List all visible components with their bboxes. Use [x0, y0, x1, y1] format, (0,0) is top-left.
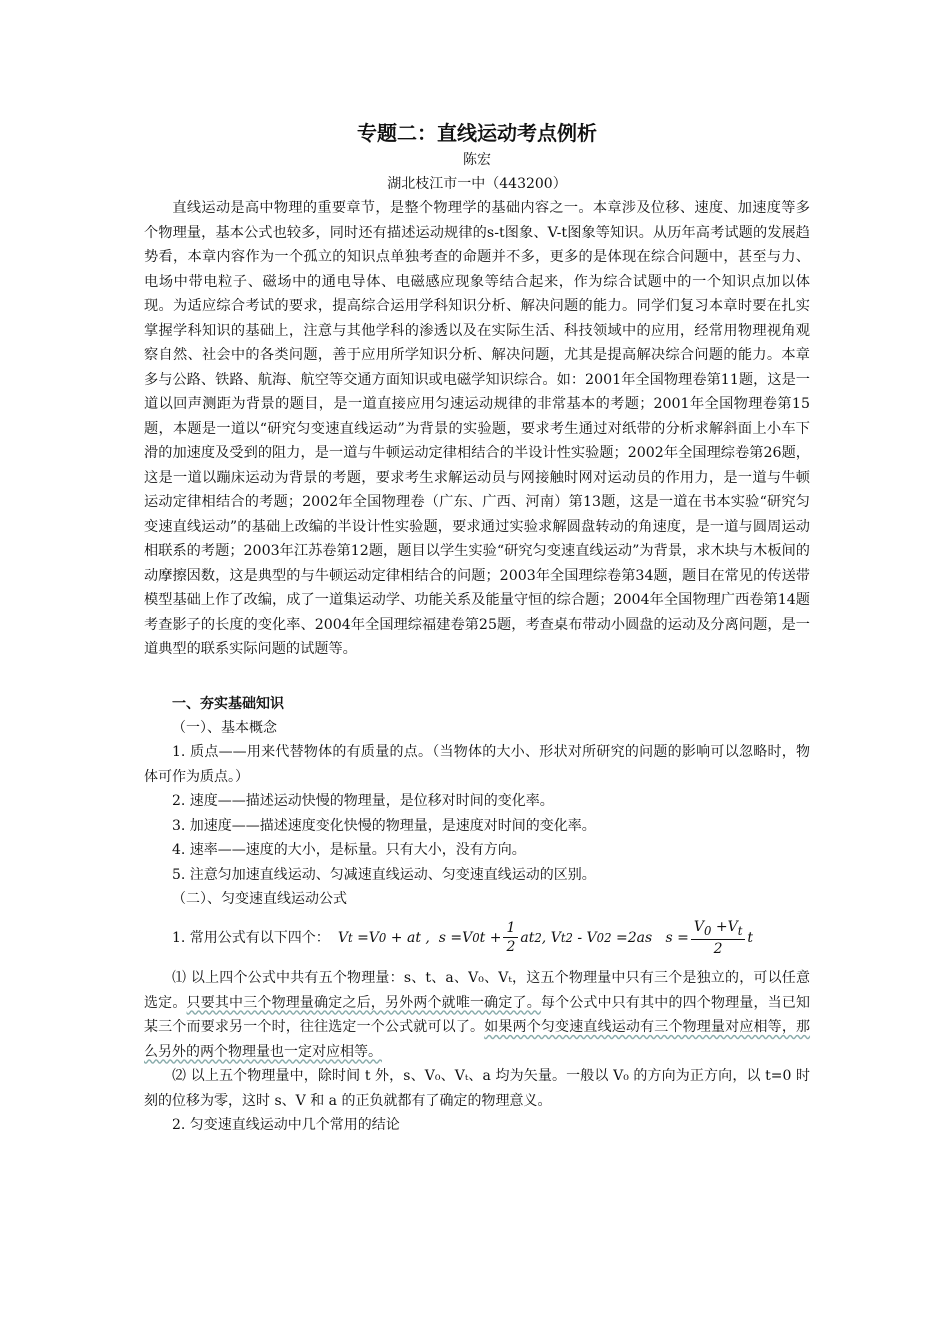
section-heading: 一、夯实基础知识 — [172, 695, 284, 712]
concept-item: 3. 加速度——描述速度变化快慢的物理量，是速度对时间的变化率。 — [172, 817, 596, 834]
concept-item: 4. 速率——速度的大小，是标量。只有大小，没有方向。 — [172, 842, 526, 858]
concept-item: 5. 注意匀加速直线运动、匀减速直线运动、匀变速直线运动的区别。 — [172, 866, 596, 883]
note-paragraph-2: ⑵ 以上五个物理量中，除时间 t 外，s、V₀、Vₜ、a 均为矢量。一般以 V₀ 的方向为正方向，以 t=0 时刻的位移为零，这时 s、V 和 a 的正负就都有了确定的物理意义。 — [144, 1068, 810, 1109]
note-text: 每个公式中只有其中的四个物理量，当已知某三个而要求另一个时，往往选定一个公式就可以了。 — [144, 994, 811, 1036]
conclusion-heading: 2. 匀变速直线运动中几个常用的结论 — [172, 1117, 400, 1134]
formula-line — [144, 918, 810, 959]
affiliation: 湖北枝江市一中（443200） — [387, 176, 567, 192]
note-text-underlined: 只要其中三个物理量确定之后，另外两个就唯一确定了。 — [186, 994, 541, 1011]
formula-intro: 1. 常用公式有以下四个： — [172, 929, 330, 946]
note-text: ⑴ 以上四个公式中共有五个物理量：s、t、a、V₀、Vₜ，这五个物理量中只有三个是独立的，可以任意选定。 — [144, 970, 810, 1011]
concept-item: 1. 质点——用来代替物体的有质量的点。（当物体的大小、形状对所研究的问题的影响可以忽略时，物体可作为质点。） — [144, 744, 810, 785]
concept-item: 2. 速度——描述运动快慢的物理量，是位移对时间的变化率。 — [172, 793, 554, 809]
author: 陈宏 — [463, 152, 491, 168]
kinematic-formulas: V t =V 0 + at , s =V 0 t + $\frac{1}{2}$ at 2 , V t 2 - V 0 2 =2as s = $\frac{V_0 +V_t}{2}$ t — [337, 918, 754, 958]
document-page — [144, 118, 810, 1138]
document-title: 专题二：直线运动考点例析 — [357, 121, 597, 145]
note-paragraph-1 — [144, 966, 810, 1064]
intro-paragraph: 直线运动是高中物理的重要章节，是整个物理学的基础内容之一。本章涉及位移、速度、加速度等多个物理量，基本公式也较多，同时还有描述运动规律的s-t图象、V-t图象等知识。从历年高考试题的发展趋势看，本章内容作为一个孤立的知识点单独考查的命题并不多，更多的是体现在综合问题中，甚至与力、电场中带电粒子、磁场中的通电导体、电磁感应现象等结合起来，作为综合试题中的一个知识点加以体现。为适应综合考试的要求，提高综合运用学科知识分析、解决问题的能力。同学们复习本章时要在扎实掌握学科知识的基础上，注意与其他学科的渗透以及在实际生活、科技领域中的应用，经常用物理视角观察自然、社会中的各类问题，善于应用所学知识分析、解决问题，尤其是提高解决综合问题的能力。本章多与公路、铁路、航海、航空等交通方面知识或电磁学知识综合。如：2001年全国物理卷第11题，这是一道以回声测距为背景的题目，是一道直接应用匀速运动规律的非常基本的考题；2001年全国物理卷第15题，本题是一道以“研究匀变速直线运动”为背景的实验题，要求考生通过对纸带的分析求解斜面上小车下滑的加速度及受到的阻力，是一道与牛顿运动定律相结合的半设计性实验题；2002年全国理综卷第26题，这是一道以蹦床运动为背景的考题，要求考生求解运动员与网接触时网对运动员的作用力，是一道与牛顿运动定律相结合的考题；2002年全国物理卷（广东、广西、河南）第13题，这是一道在书本实验“研究匀变速直线运动”的基础上改编的半设计性实验题，要求通过实验求解圆盘转动的角速度，是一道与圆周运动相联系的考题；2003年江苏卷第12题，题目以学生实验“研究匀变速直线运动”为背景，求木块与木板间的动摩擦因数，这是典型的与牛顿运动定律相结合的问题；2003年全国理综卷第34题，题目在常见的传送带模型基础上作了改编，成了一道集运动学、功能关系及能量守恒的综合题；2004年全国物理广西卷第14题考查影子的长度的变化率、2004年全国理综福建卷第25题，考查桌布带动小圆盘的运动及分离问题，是一道典型的联系实际问题的试题等。 — [144, 200, 810, 657]
subsection-heading: （二）、匀变速直线运动公式 — [172, 891, 347, 907]
subsection-heading: （一）、基本概念 — [172, 719, 277, 736]
note-text-underlined: 如果两个匀变速直线运动有三个物理量对应相等，那么另外的两个物理量也一定对应相等。 — [144, 1019, 811, 1060]
